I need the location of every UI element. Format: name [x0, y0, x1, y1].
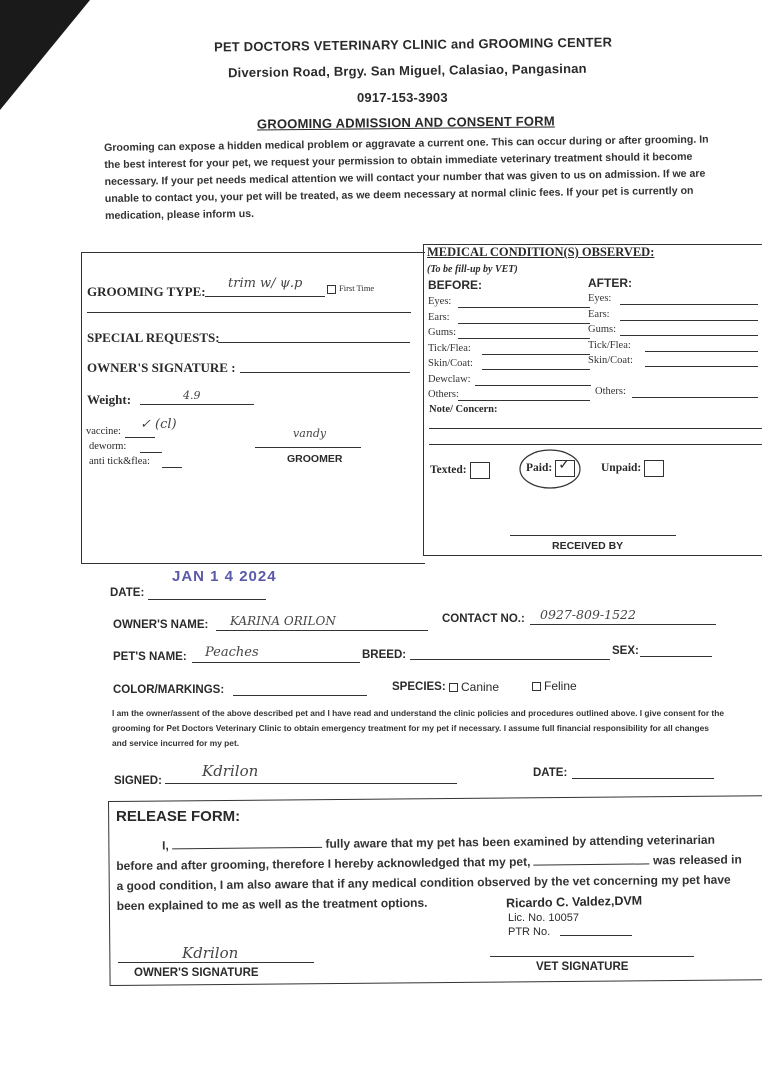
vet-ptr-label: PTR No.	[508, 926, 551, 938]
before-field-label: Gums:	[428, 327, 457, 338]
after-field	[588, 293, 611, 304]
vaccine-label: vaccine:	[86, 426, 121, 437]
after-field	[588, 324, 616, 335]
after-field	[588, 355, 633, 366]
release-line-3: a good condition, I am also aware that if any medical condition observed by the vet concerning my pet have	[116, 872, 731, 893]
after-field-label: Eyes:	[588, 293, 612, 304]
paid-box[interactable]: ✓	[555, 460, 575, 477]
signed-value[interactable]: Kdrilon	[202, 762, 259, 780]
unpaid-label: Unpaid:	[601, 462, 642, 475]
grooming-type-label: GROOMING TYPE:	[87, 284, 206, 299]
first-time-label: First Time	[339, 283, 375, 293]
after-field-line[interactable]	[645, 366, 758, 367]
scan-shadow-corner	[0, 0, 90, 110]
after-label: AFTER:	[588, 276, 632, 290]
after-field	[595, 386, 626, 397]
received-by-label: RECEIVED BY	[552, 540, 624, 552]
canine-label: Canine	[461, 680, 500, 694]
before-field-label: Skin/Coat:	[428, 358, 473, 369]
owner-signature-label: OWNER'S SIGNATURE :	[87, 360, 236, 375]
before-field-line[interactable]	[458, 400, 590, 401]
vet-sig-line[interactable]	[490, 956, 694, 957]
after-field-label: Others:	[595, 386, 626, 397]
deworm-label: deworm:	[89, 441, 127, 452]
canine-box[interactable]	[449, 683, 458, 692]
groomer-signature: vandy	[293, 427, 327, 440]
feline-label: Feline	[544, 679, 577, 693]
before-field-line[interactable]	[458, 307, 590, 308]
contact-value[interactable]: 0927-809-1522	[540, 607, 636, 622]
date2-label: DATE:	[533, 767, 568, 779]
deworm-line	[140, 452, 162, 453]
color-line[interactable]	[233, 695, 367, 696]
vaccine-line	[125, 437, 155, 438]
sex-line[interactable]	[640, 656, 712, 657]
owner-release-sig-line	[118, 962, 314, 963]
before-field-label: Others:	[428, 389, 459, 400]
after-field-line[interactable]	[645, 351, 758, 352]
after-field-line[interactable]	[620, 335, 758, 336]
medical-title: MEDICAL CONDITION(S) OBSERVED:	[427, 245, 655, 259]
medical-subtitle: (To be fill-up by VET)	[427, 264, 518, 275]
release-line-4: been explained to me as well as the treatment options.	[116, 895, 428, 913]
form-title: GROOMING ADMISSION AND CONSENT FORM	[256, 113, 555, 132]
before-field	[428, 358, 473, 369]
before-field-line[interactable]	[482, 369, 590, 370]
contact-label: CONTACT NO.:	[442, 613, 525, 625]
note-label: Note/ Concern:	[429, 404, 498, 415]
note-line-2[interactable]	[429, 444, 762, 445]
vaccine-value[interactable]: ✓ (cl)	[140, 417, 177, 432]
breed-line[interactable]	[410, 659, 610, 660]
groomer-label: GROOMER	[287, 453, 343, 465]
note-line-1[interactable]	[429, 428, 762, 429]
unpaid-box[interactable]	[644, 460, 664, 477]
after-field	[588, 309, 610, 320]
before-field-label: Tick/Flea:	[428, 342, 471, 354]
release-owner-blank[interactable]	[172, 835, 322, 850]
breed-label: BREED:	[362, 649, 407, 661]
color-label: COLOR/MARKINGS:	[113, 684, 225, 696]
pet-name-line	[192, 662, 360, 663]
before-field	[428, 389, 459, 400]
after-field-line[interactable]	[620, 304, 758, 305]
before-field-label: Dewclaw:	[428, 373, 471, 385]
release-text-1a: I,	[162, 838, 173, 853]
date-line	[148, 599, 266, 600]
vet-sig-label: VET SIGNATURE	[536, 961, 629, 973]
clinic-address: Diversion Road, Brgy. San Miguel, Calasiao, Pangasinan	[227, 60, 587, 81]
owner-name-line	[216, 630, 428, 631]
received-by-line[interactable]	[510, 535, 676, 536]
special-requests-line[interactable]	[218, 342, 410, 343]
intro-paragraph: Grooming can expose a hidden medical problem or aggravate a current one. This can occur during or after grooming. In the best interest for your pet, we request your permission to obtain immediate veterinary treatment should it become necessary. If your pet needs medical attention we will contact your number that was given to us on admission. If we are unable to contact you, your pet will be treated, as we deem necessary at normal clinic fees. If your pet is currently on medication, please inform us.	[104, 133, 709, 222]
contact-line	[530, 624, 716, 625]
before-field	[428, 343, 471, 354]
consent-paragraph: I am the owner/assent of the above described pet and I have read and understand the clinic policies and procedures outlined above. I give consent for the grooming for Pet Doctors Veterinary Clinic to obtain emergency treatment for my pet if necessary. I assume full financial responsibility for all changes and service incurred for my pet.	[112, 708, 724, 748]
date2-line[interactable]	[572, 778, 714, 779]
before-field	[428, 327, 456, 338]
after-field-label: Tick/Flea:	[588, 339, 631, 351]
unpaid-checkbox[interactable]	[601, 460, 664, 477]
before-field-line[interactable]	[458, 323, 590, 324]
feline-option[interactable]	[532, 679, 577, 693]
before-field	[428, 296, 451, 307]
first-time-checkbox[interactable]	[327, 283, 374, 294]
paid-label: Paid:	[526, 462, 553, 475]
groomer-line	[255, 447, 361, 448]
after-field-line[interactable]	[620, 320, 758, 321]
owner-name-value[interactable]: KARINA ORILON	[230, 614, 336, 628]
after-field	[588, 340, 631, 351]
after-field-label: Skin/Coat:	[588, 355, 633, 366]
owner-signature-line[interactable]	[240, 372, 410, 373]
pet-name-label: PET'S NAME:	[113, 651, 187, 663]
feline-box[interactable]	[532, 682, 541, 691]
before-field	[428, 374, 471, 385]
release-text-1b: fully aware that my pet has been examined by attending veterinarian	[322, 832, 715, 851]
after-field-label: Ears:	[588, 308, 610, 320]
release-title: RELEASE FORM:	[116, 808, 241, 825]
first-time-box[interactable]	[327, 285, 336, 294]
weight-value[interactable]: 4.9	[183, 389, 201, 402]
before-field-line[interactable]	[458, 338, 590, 339]
grooming-extra-line	[87, 312, 411, 313]
grooming-type-value[interactable]: trim w/ ψ.p	[228, 276, 303, 291]
before-field-line[interactable]	[475, 385, 591, 386]
paid-circle-mark	[516, 444, 586, 492]
before-field-label: Ears:	[428, 311, 450, 323]
grooming-type-line	[205, 296, 325, 297]
canine-option[interactable]	[449, 680, 499, 694]
release-text-2b: was released in	[649, 852, 742, 868]
after-field-line[interactable]	[632, 397, 758, 398]
before-field-label: Eyes:	[428, 296, 452, 307]
release-pet-blank[interactable]	[534, 851, 650, 865]
before-field-line[interactable]	[482, 354, 590, 355]
date-label: DATE:	[110, 587, 145, 599]
before-field	[428, 312, 450, 323]
date-stamp: JAN 1 4 2024	[172, 568, 277, 585]
release-text-2a: before and after grooming, therefore I hereby acknowledged that my pet,	[116, 854, 534, 873]
owner-release-sig-label: OWNER'S SIGNATURE	[134, 967, 259, 979]
texted-label: Texted:	[430, 464, 467, 477]
owner-name-label: OWNER'S NAME:	[113, 619, 209, 631]
texted-box[interactable]	[470, 462, 490, 479]
weight-line	[140, 404, 254, 405]
weight-label: Weight:	[87, 392, 132, 407]
vet-license: Lic. No. 10057	[508, 912, 579, 924]
texted-checkbox[interactable]	[430, 462, 490, 479]
species-label: SPECIES:	[392, 681, 446, 693]
clinic-phone: 0917-153-3903	[357, 90, 448, 105]
after-field-label: Gums:	[588, 324, 617, 335]
release-paragraph	[116, 829, 762, 916]
owner-release-signature[interactable]: Kdrilon	[182, 944, 239, 962]
pet-name-value[interactable]: Peaches	[205, 645, 259, 660]
signed-line	[165, 783, 457, 784]
signed-label: SIGNED:	[114, 775, 162, 787]
before-label: BEFORE:	[428, 278, 482, 292]
sex-label: SEX:	[612, 645, 639, 657]
special-requests-label: SPECIAL REQUESTS:	[87, 330, 220, 345]
anti-tick-label: anti tick&flea:	[89, 456, 150, 467]
clinic-name: PET DOCTORS VETERINARY CLINIC and GROOMING CENTER	[213, 34, 613, 55]
vet-ptr-line[interactable]	[560, 935, 632, 936]
anti-tick-line	[162, 467, 182, 468]
vet-name: Ricardo C. Valdez,DVM	[505, 893, 643, 911]
